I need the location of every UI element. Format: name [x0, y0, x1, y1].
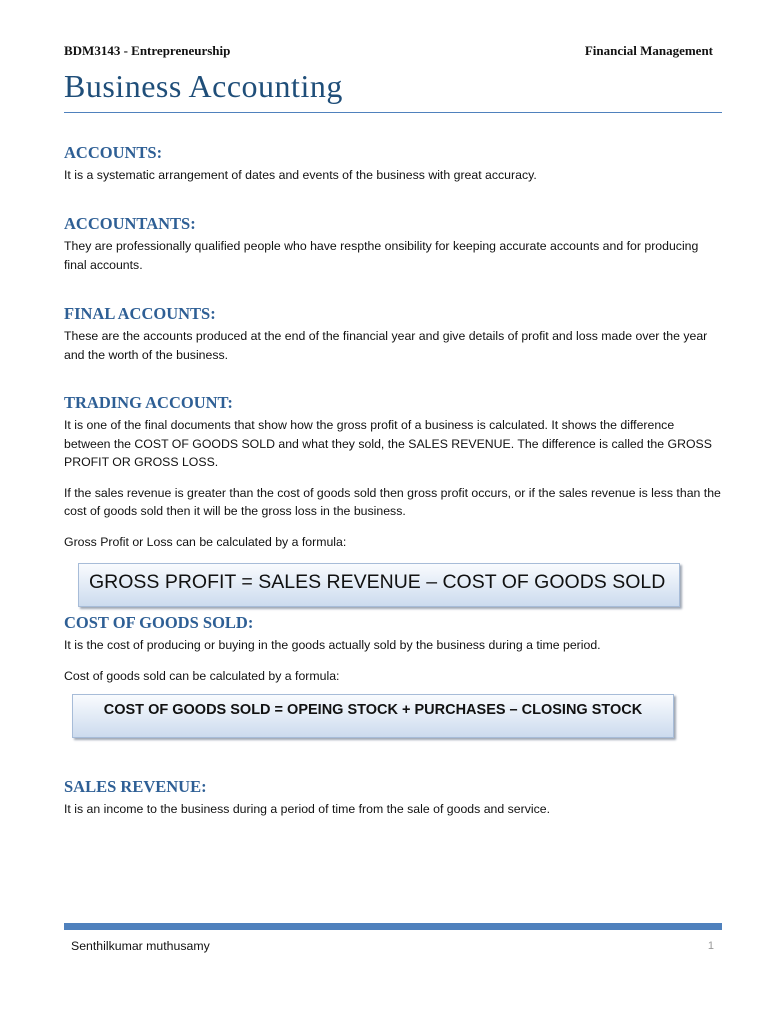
- section-accountants: [64, 214, 724, 274]
- section-text: It is one of the final documents that show how the gross profit of a business is calculated. It shows the difference between the COST OF GOODS SOLD and what they sold, the SALES REVENUE. The difference is called the GROSS PROFIT OR GROSS LOSS.: [64, 418, 712, 469]
- section-heading: FINAL ACCOUNTS:: [64, 304, 216, 323]
- section-heading: TRADING ACCOUNT:: [64, 393, 233, 412]
- section-text: It is a systematic arrangement of dates and events of the business with great accuracy.: [64, 168, 537, 182]
- section-cost-of-goods-sold: [64, 613, 724, 685]
- title-divider: [64, 112, 722, 113]
- page-title: Business Accounting: [64, 68, 343, 104]
- formula-intro: Gross Profit or Loss can be calculated by a formula:: [64, 534, 347, 549]
- section-accounts: [64, 143, 724, 185]
- page-number: 1: [707, 940, 714, 952]
- section-final-accounts: [64, 304, 724, 364]
- footer-author: Senthilkumar muthusamy: [71, 939, 210, 953]
- section-text: These are the accounts produced at the end of the financial year and give details of profit and loss made over the year and the worth of the business.: [64, 329, 708, 362]
- section-text: It is an income to the business during a period of time from the sale of goods and service.: [64, 802, 550, 816]
- cogs-formula-box: COST OF GOODS SOLD = OPEING STOCK + PURCHASES – CLOSING STOCK: [72, 694, 674, 738]
- header-chapter: Financial Management: [584, 43, 713, 58]
- section-sales-revenue: [64, 777, 724, 819]
- section-text: They are professionally qualified people who have respthe onsibility for keeping accurate accounts and for producing final accounts.: [64, 239, 699, 272]
- header-course-code: BDM3143 - Entrepreneurship: [64, 43, 231, 58]
- section-heading: COST OF GOODS SOLD:: [64, 613, 254, 632]
- section-text: If the sales revenue is greater than the cost of goods sold then gross profit occurs, or if the sales revenue is less than the cost of goods sold then it will be the gross loss in the business.: [64, 485, 721, 518]
- section-heading: ACCOUNTS:: [64, 143, 163, 162]
- footer-divider: [64, 923, 722, 930]
- section-heading: SALES REVENUE:: [64, 777, 207, 796]
- formula-intro: Cost of goods sold can be calculated by a formula:: [64, 668, 340, 683]
- section-text: It is the cost of producing or buying in the goods actually sold by the business during a time period.: [64, 638, 601, 652]
- section-trading-account: [64, 393, 724, 551]
- gross-profit-formula-box: GROSS PROFIT = SALES REVENUE – COST OF GOODS SOLD: [78, 563, 680, 607]
- section-heading: ACCOUNTANTS:: [64, 214, 196, 233]
